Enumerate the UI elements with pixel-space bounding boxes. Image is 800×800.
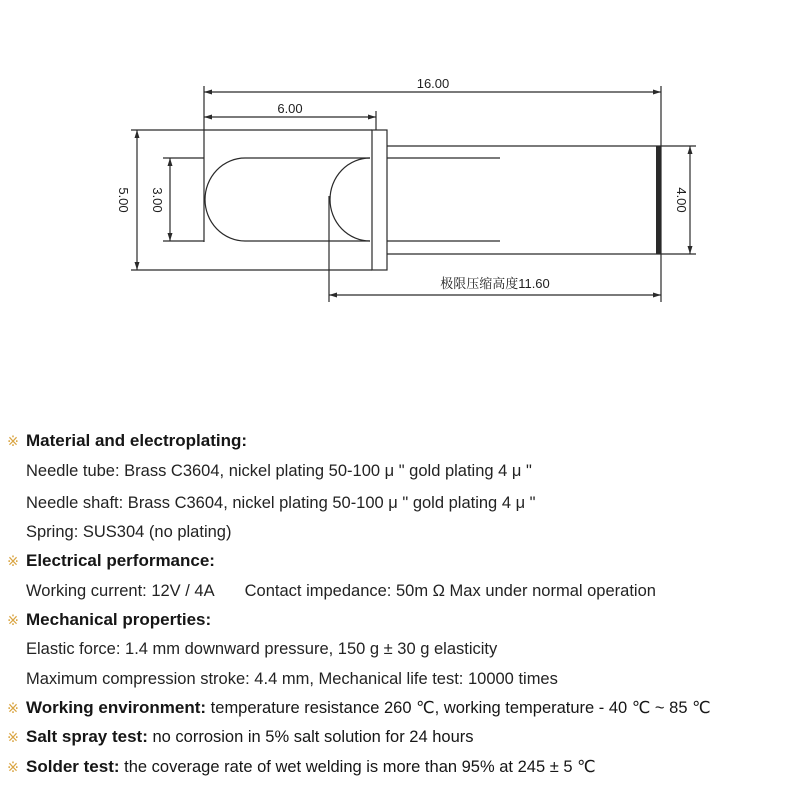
- asterism-bullet-icon: ※: [7, 759, 19, 775]
- elastic-force-spec: Elastic force: 1.4 mm downward pressure, 150 g ± 30 g elasticity: [26, 640, 498, 658]
- solder-spec: [26, 754, 596, 780]
- label-compression-height: 极限压缩高度11.60: [440, 276, 550, 291]
- solder-text: the coverage rate of wet welding is more than 95% at 245 ± 5 ℃: [119, 758, 596, 776]
- environment-text: temperature resistance 260 ℃, working temperature - 40 ℃ ~ 85 ℃: [206, 699, 711, 717]
- asterism-bullet-icon: ※: [7, 433, 19, 449]
- label-total-length: 16.00: [416, 76, 450, 91]
- electrical-heading: Electrical performance:: [26, 551, 215, 570]
- barrel-inner-tip: [330, 158, 370, 241]
- label-head-diameter: 3.00: [150, 187, 165, 213]
- label-head-length: 6.00: [277, 101, 303, 116]
- collar-flange: [372, 130, 387, 270]
- mechanical-heading: Mechanical properties:: [26, 610, 212, 629]
- salt-spray-heading: Salt spray test:: [26, 727, 148, 746]
- needle-tube-spec: Needle tube: Brass C3604, nickel plating 50-100 μ " gold plating 4 μ ": [26, 462, 532, 480]
- needle-shaft-spec: Needle shaft: Brass C3604, nickel plating 50-100 μ " gold plating 4 μ ": [26, 494, 536, 512]
- environment-heading: Working environment:: [26, 698, 207, 717]
- spring-spec: Spring: SUS304 (no plating): [26, 523, 232, 541]
- compression-stroke-spec: Maximum compression stroke: 4.4 mm, Mechanical life test: 10000 times: [26, 670, 558, 688]
- salt-spray-spec: [26, 724, 473, 750]
- solder-heading: Solder test:: [26, 757, 120, 776]
- working-current-spec: Working current: 12V / 4A: [26, 582, 215, 600]
- salt-spray-text: no corrosion in 5% salt solution for 24 hours: [147, 728, 474, 746]
- asterism-bullet-icon: ※: [7, 612, 19, 628]
- contact-impedance-spec: Contact impedance: 50m Ω Max under normal operation: [244, 582, 656, 600]
- plunger-head: [205, 158, 370, 241]
- asterism-bullet-icon: ※: [7, 553, 19, 569]
- tail-end-cap: [656, 146, 661, 254]
- asterism-bullet-icon: ※: [7, 700, 19, 716]
- asterism-bullet-icon: ※: [7, 729, 19, 745]
- label-outer-diameter: 5.00: [116, 187, 131, 213]
- electrical-spec-line: [26, 578, 656, 604]
- environment-spec: [26, 695, 711, 721]
- label-tail-diameter: 4.00: [674, 187, 689, 213]
- material-heading: Material and electroplating:: [26, 431, 248, 450]
